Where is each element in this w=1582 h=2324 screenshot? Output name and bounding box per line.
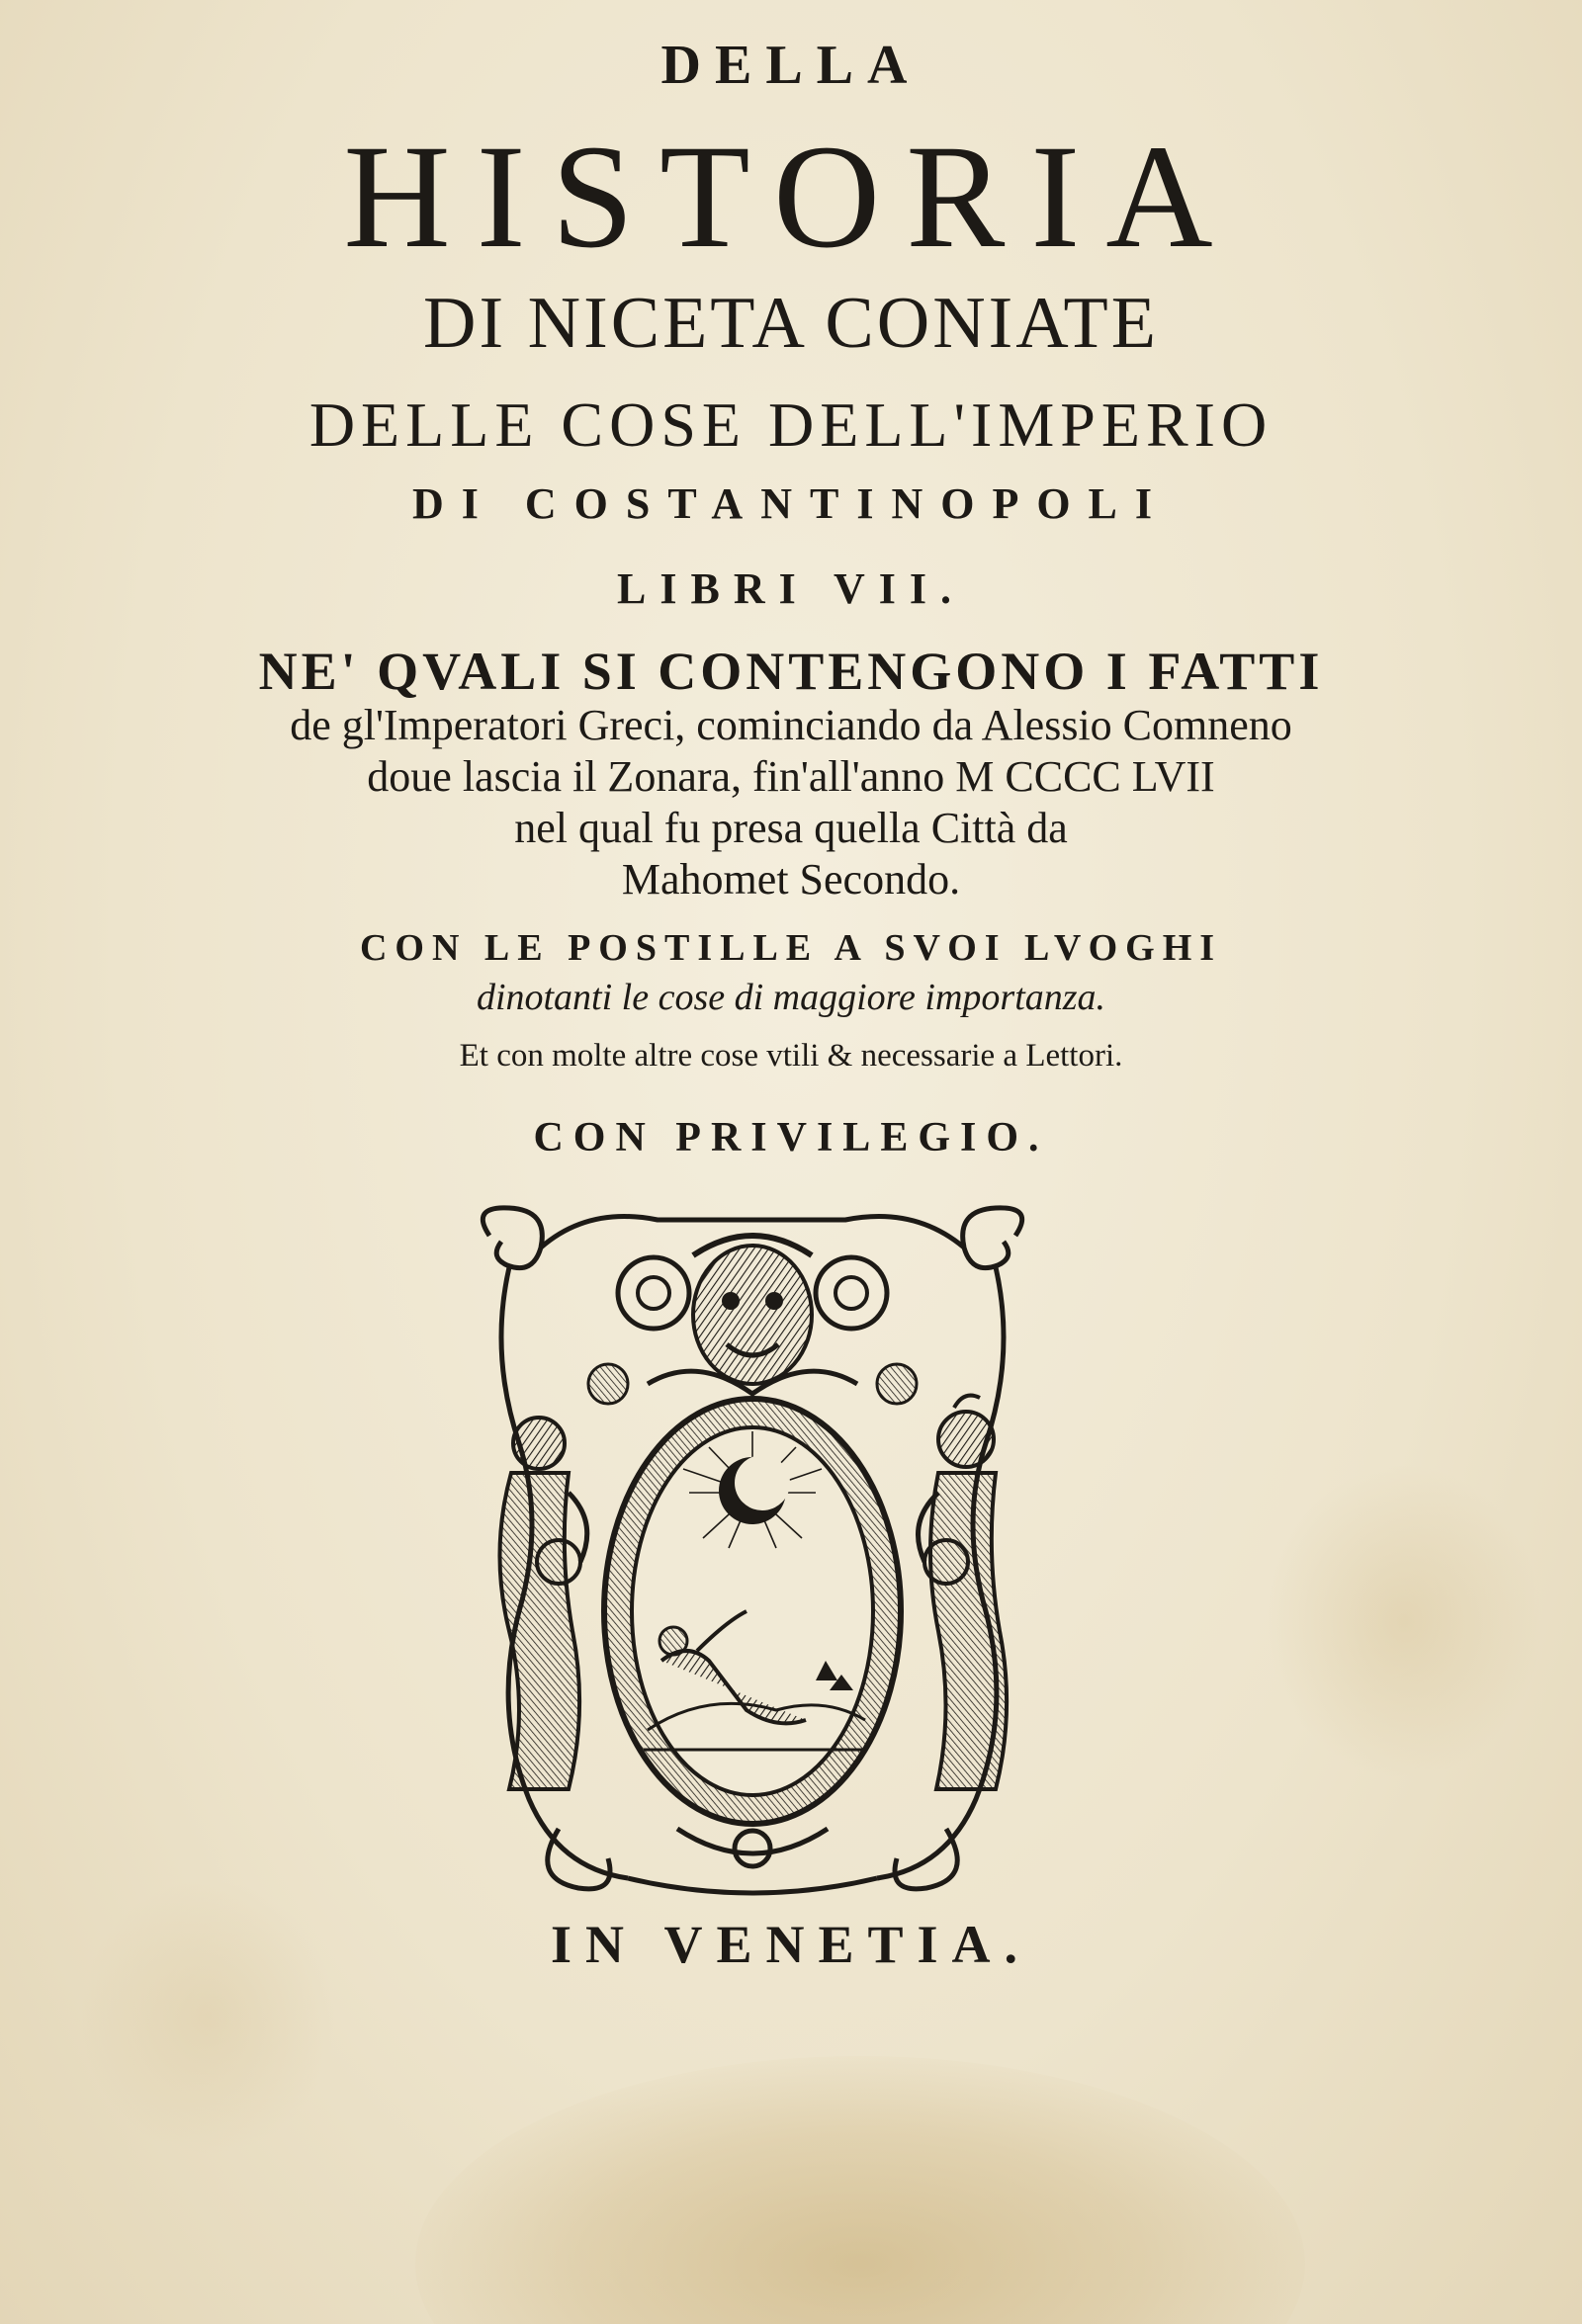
water-stain bbox=[415, 2056, 1305, 2324]
satyr-caryatid bbox=[919, 1396, 1008, 1789]
title-della: DELLA bbox=[660, 35, 922, 96]
bottom-scrollwork bbox=[548, 1829, 958, 1889]
city-line: DI COSTANTINOPOLI bbox=[411, 479, 1171, 528]
author-line: DI NICETA CONIATE bbox=[423, 283, 1159, 364]
postille-line: CON LE POSTILLE A SVOI LVOGHI bbox=[359, 927, 1223, 969]
subject-line: DELLE COSE DELL'IMPERIO bbox=[308, 389, 1274, 460]
printers-device-woodcut bbox=[450, 1196, 1055, 1903]
description-line: doue lascia il Zonara, fin'all'anno M CCCC LVII bbox=[367, 752, 1215, 801]
dinotanti-line: dinotanti le cose di maggiore importanza. bbox=[476, 977, 1106, 1018]
foxing-stain bbox=[1266, 1463, 1542, 1779]
description-line: Mahomet Secondo. bbox=[621, 855, 961, 904]
imprint-line: IN VENETIA. bbox=[550, 1915, 1032, 1974]
et-con-line: Et con molte altre cose vtili & necessarie a Lettori. bbox=[459, 1038, 1123, 1074]
description-line: nel qual fu presa quella Città da bbox=[514, 804, 1068, 852]
grotesque-mask bbox=[588, 1236, 917, 1404]
woodcut-illustration bbox=[450, 1196, 1055, 1903]
title-historia: HISTORIA bbox=[343, 115, 1239, 279]
books-line: LIBRI VII. bbox=[617, 564, 965, 613]
privilegio-line: CON PRIVILEGIO. bbox=[533, 1115, 1049, 1161]
contents-heading: NE' QVALI SI CONTENGONO I FATTI bbox=[258, 642, 1324, 701]
description-line: de gl'Imperatori Greci, cominciando da Alessio Comneno bbox=[290, 701, 1292, 749]
